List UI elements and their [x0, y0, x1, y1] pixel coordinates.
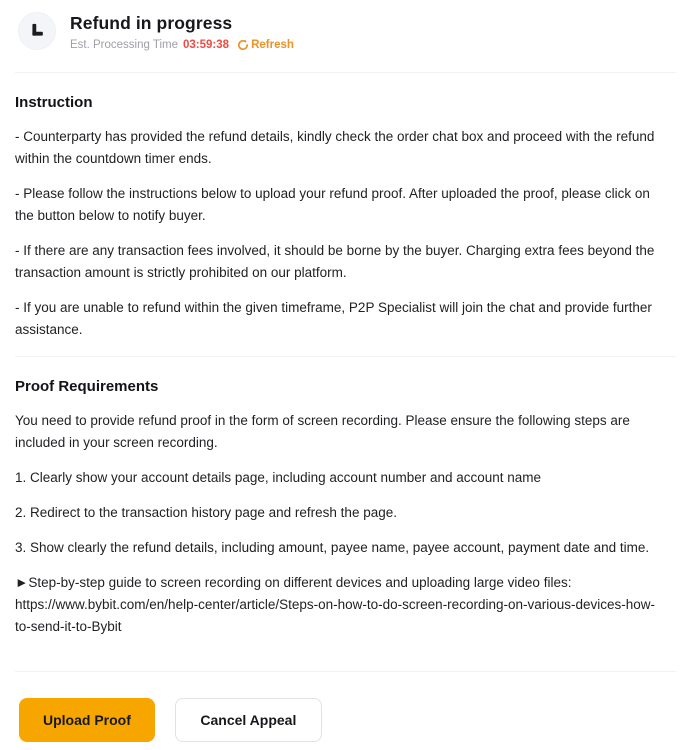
proof-step: 1. Clearly show your account details page, including account number and account name: [15, 470, 542, 485]
page-title: Refund in progress: [70, 13, 233, 33]
header-text: [70, 12, 294, 51]
instruction-item: - Please follow the instructions below to upload your refund proof. After uploaded the proof, please click on the button below to notify buyer.: [15, 186, 650, 223]
processing-time-value: 03:59:38: [183, 39, 230, 51]
instruction-item: - Counterparty has provided the refund details, kindly check the order chat box and proceed with the refund within the countdown timer ends.: [15, 129, 655, 166]
proof-requirements-intro: You need to provide refund proof in the form of screen recording. Please ensure the following steps are included in your screen recording.: [15, 413, 630, 450]
screen-recording-guide-text: ►Step-by-step guide to screen recording on different devices and uploading large video files: https://www.bybit.com/en/help-center/article/Steps-on-how-to-do-screen-recording-on-various-devices-how-to-send-it-to-Bybit: [15, 575, 656, 634]
proof-requirements-heading: Proof Requirements: [15, 378, 159, 395]
refresh-icon: [237, 39, 249, 51]
section-divider: [15, 356, 676, 357]
clock-l-icon: [18, 12, 56, 50]
refresh-label: Refresh: [251, 39, 294, 51]
action-bar: [19, 698, 669, 742]
instruction-item: - If there are any transaction fees involved, it should be borne by the buyer. Charging extra fees beyond the transaction amount is strictly prohibited on our platform.: [15, 243, 655, 280]
proof-step: 3. Show clearly the refund details, including amount, payee name, payee account, payment date and time.: [15, 540, 650, 555]
refresh-button[interactable]: [237, 39, 294, 51]
header-divider: [15, 72, 676, 73]
header: [15, 12, 669, 51]
footer-divider: [15, 671, 676, 672]
instruction-item: - If you are unable to refund within the given timeframe, P2P Specialist will join the chat and provide further assistance.: [15, 300, 652, 337]
processing-time-label: Est. Processing Time: [70, 39, 179, 51]
processing-time-row: [70, 39, 294, 51]
instruction-heading: Instruction: [15, 94, 93, 111]
upload-proof-button[interactable]: Upload Proof: [19, 698, 155, 742]
proof-step: 2. Redirect to the transaction history page and refresh the page.: [15, 505, 397, 520]
cancel-appeal-button[interactable]: Cancel Appeal: [175, 698, 322, 742]
